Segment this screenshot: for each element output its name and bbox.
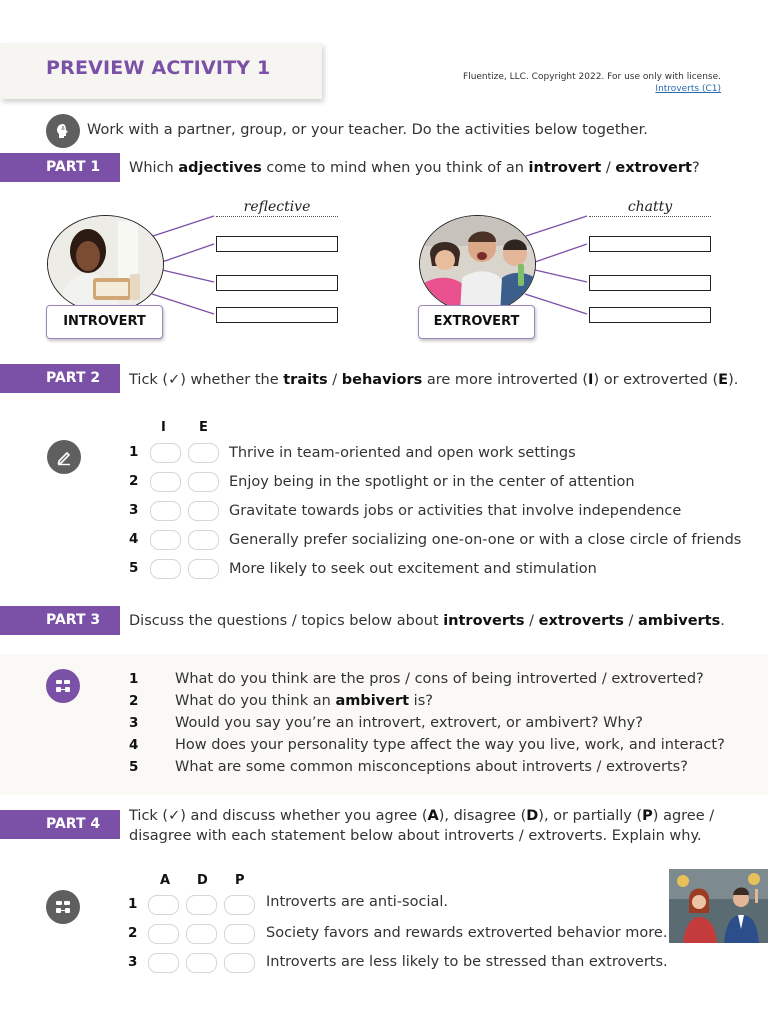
part-2-instructions: Tick (✓) whether the traits / behaviors are more introverted (I) or extroverted (E).	[129, 372, 739, 388]
part-4-statement: Introverts are less likely to be stressed than extroverts.	[266, 954, 668, 970]
part-2-item-text: More likely to seek out excitement and stimulation	[229, 561, 597, 577]
part-4-item-3-p-checkbox[interactable]	[224, 953, 255, 973]
part-2-item-3-e-checkbox[interactable]	[188, 501, 219, 521]
part-4-statement: Society favors and rewards extroverted behavior more.	[266, 925, 668, 941]
discussion-icon	[46, 669, 80, 703]
part-2-item-1-i-checkbox[interactable]	[150, 443, 181, 463]
part-4-item-2-a-checkbox[interactable]	[148, 924, 179, 944]
part-2-item-text: Gravitate towards jobs or activities that involve independence	[229, 503, 682, 519]
extrovert-label: EXTROVERT	[418, 305, 535, 339]
extrovert-answer-box-1[interactable]	[589, 236, 711, 252]
part-3-question: Would you say you’re an introvert, extrovert, or ambivert? Why?	[175, 715, 643, 731]
part-1-tab: PART 1	[0, 153, 120, 182]
part-3-question: What are some common misconceptions about introverts / extroverts?	[175, 759, 688, 775]
intro-instructions: Work with a partner, group, or your teacher. Do the activities below together.	[87, 122, 648, 138]
column-header-d: D	[197, 873, 208, 888]
part-4-item-1-d-checkbox[interactable]	[186, 895, 217, 915]
part-4-item-2-p-checkbox[interactable]	[224, 924, 255, 944]
part-2-item-1-e-checkbox[interactable]	[188, 443, 219, 463]
introvert-example-word: reflective	[216, 199, 338, 217]
debate-photo	[669, 869, 768, 943]
part-4-item-3-a-checkbox[interactable]	[148, 953, 179, 973]
part-4-item-number: 3	[128, 954, 138, 970]
column-header-i: I	[161, 420, 166, 435]
part-3-instructions: Discuss the questions / topics below about introverts / extroverts / ambiverts.	[129, 613, 725, 629]
introvert-answer-box-3[interactable]	[216, 307, 338, 323]
part-2-item-number: 4	[129, 531, 139, 547]
part-3-item-number: 4	[129, 737, 139, 753]
part-2-item-4-e-checkbox[interactable]	[188, 530, 219, 550]
part-3-question: How does your personality type affect the way you live, work, and interact?	[175, 737, 725, 753]
part-3-tab: PART 3	[0, 606, 120, 635]
part-2-item-2-e-checkbox[interactable]	[188, 472, 219, 492]
extrovert-answer-box-2[interactable]	[589, 275, 711, 291]
part-3-question: What do you think an ambivert is?	[175, 693, 433, 709]
column-header-e: E	[199, 420, 208, 435]
part-4-tab: PART 4	[0, 810, 120, 839]
extrovert-photo	[419, 215, 536, 313]
pencil-icon	[47, 440, 81, 474]
part-2-item-5-e-checkbox[interactable]	[188, 559, 219, 579]
part-2-item-number: 1	[129, 444, 139, 460]
part-3-item-number: 3	[129, 715, 139, 731]
part-2-item-number: 3	[129, 502, 139, 518]
part-2-item-3-i-checkbox[interactable]	[150, 501, 181, 521]
introvert-label: INTROVERT	[46, 305, 163, 339]
introvert-answer-box-1[interactable]	[216, 236, 338, 252]
extrovert-example-word: chatty	[589, 199, 711, 217]
page-title: PREVIEW ACTIVITY 1	[46, 57, 271, 79]
discussion-icon	[46, 890, 80, 924]
part-3-item-number: 1	[129, 671, 139, 687]
introvert-photo	[47, 215, 164, 313]
speech-head-icon	[46, 114, 80, 148]
introvert-answer-box-2[interactable]	[216, 275, 338, 291]
part-3-item-number: 2	[129, 693, 139, 709]
part-4-item-1-a-checkbox[interactable]	[148, 895, 179, 915]
part-2-item-text: Enjoy being in the spotlight or in the center of attention	[229, 474, 635, 490]
part-3-question: What do you think are the pros / cons of being introverted / extroverted?	[175, 671, 704, 687]
part-4-instructions: Tick (✓) and discuss whether you agree (A), disagree (D), or partially (P) agree / disagree with each statement below about introverts / extroverts. Explain why.	[129, 808, 715, 844]
part-3-item-number: 5	[129, 759, 139, 775]
part-2-item-text: Generally prefer socializing one-on-one or with a close circle of friends	[229, 532, 742, 548]
part-2-item-4-i-checkbox[interactable]	[150, 530, 181, 550]
title-box	[0, 43, 322, 99]
column-header-p: P	[235, 873, 245, 888]
part-4-item-number: 1	[128, 896, 138, 912]
extrovert-answer-box-3[interactable]	[589, 307, 711, 323]
part-2-tab: PART 2	[0, 364, 120, 393]
part-2-item-text: Thrive in team-oriented and open work settings	[229, 445, 576, 461]
copyright-text: Fluentize, LLC. Copyright 2022. For use only with license.	[463, 72, 721, 82]
lesson-link[interactable]: Introverts (C1)	[655, 84, 721, 94]
copyright-notice	[463, 71, 721, 95]
part-4-item-3-d-checkbox[interactable]	[186, 953, 217, 973]
part-4-item-1-p-checkbox[interactable]	[224, 895, 255, 915]
part-4-statement: Introverts are anti-social.	[266, 894, 449, 910]
part-2-item-5-i-checkbox[interactable]	[150, 559, 181, 579]
column-header-a: A	[160, 873, 171, 888]
part-2-item-number: 2	[129, 473, 139, 489]
part-2-item-2-i-checkbox[interactable]	[150, 472, 181, 492]
part-4-item-2-d-checkbox[interactable]	[186, 924, 217, 944]
part-2-item-number: 5	[129, 560, 139, 576]
part-4-item-number: 2	[128, 925, 138, 941]
part-1-instructions: Which adjectives come to mind when you think of an introvert / extrovert?	[129, 160, 700, 176]
